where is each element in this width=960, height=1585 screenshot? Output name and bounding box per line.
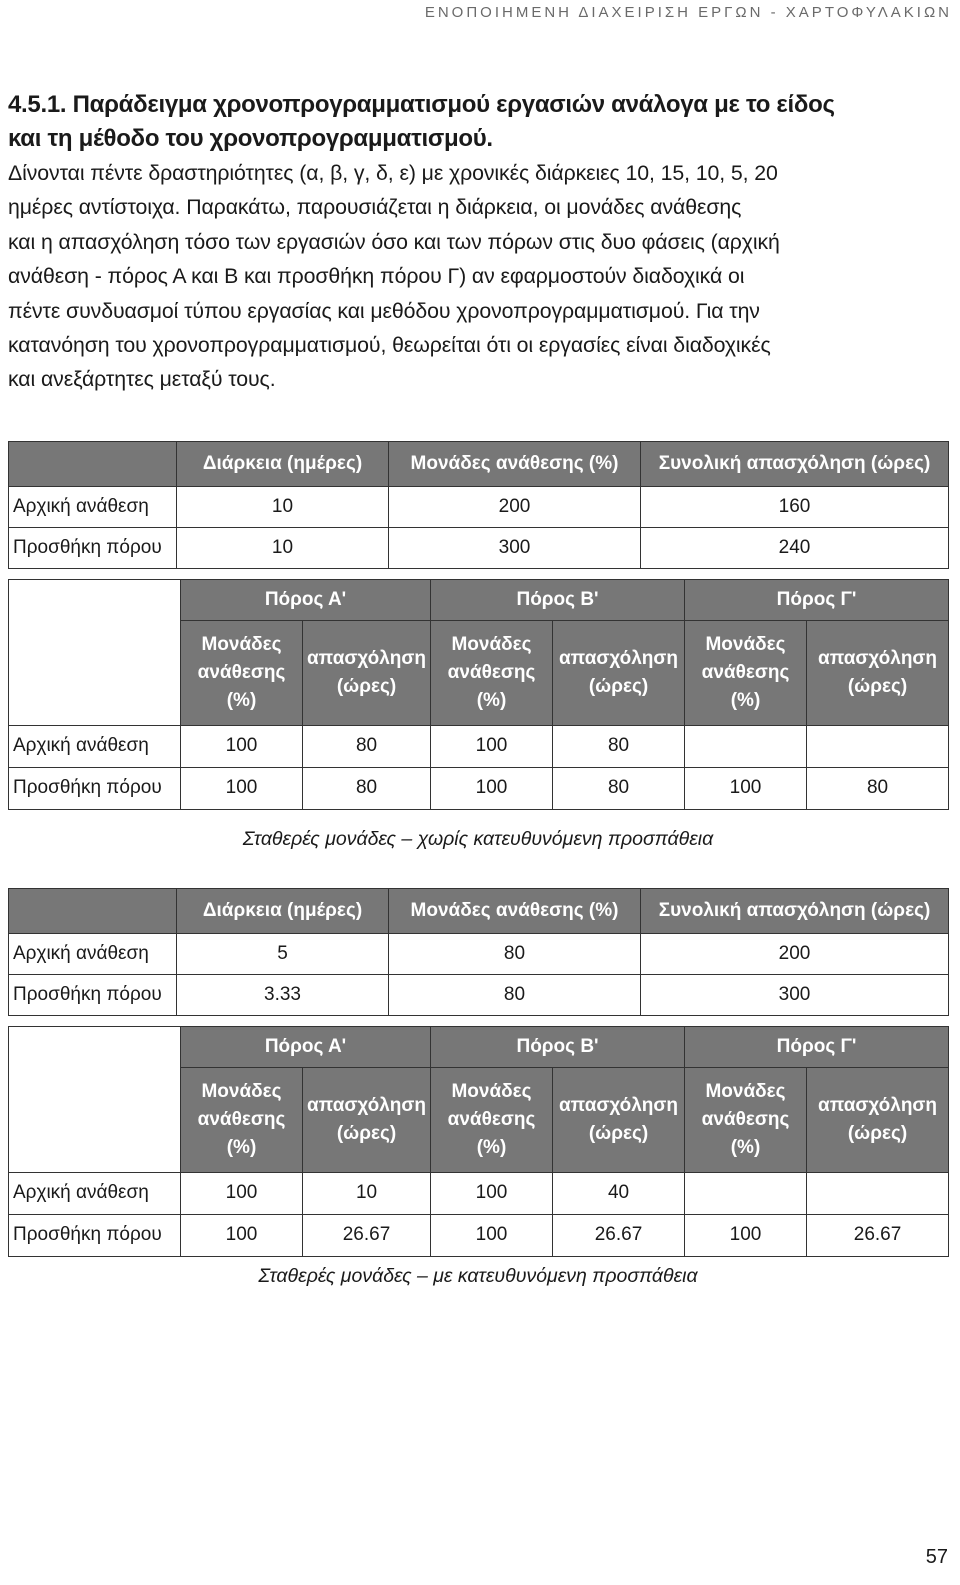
subheader-work: απασχόληση (ώρες) <box>303 1067 431 1172</box>
body-line: Δίνονται πέντε δραστηριότητες (α, β, γ, δ, ε) με χρονικές διάρκειες 10, 15, 10, 5, 20 <box>8 161 778 185</box>
cell-b-work: 40 <box>553 1172 685 1214</box>
cell-duration: 3.33 <box>177 974 389 1015</box>
example2-summary-table <box>8 888 949 1016</box>
example1-summary-table <box>8 441 949 569</box>
row-label-added: Προσθήκη πόρου <box>9 767 181 809</box>
cell-total-work: 240 <box>641 527 949 568</box>
subheader-units: Μονάδες ανάθεσης (%) <box>181 620 303 725</box>
header-resource-a: Πόρος Α' <box>181 579 431 620</box>
cell-units: 80 <box>389 933 641 974</box>
cell-b-work: 80 <box>553 767 685 809</box>
section-title-line-1: 4.5.1. Παράδειγμα χρονοπρογραμματισμού εργασιών ανάλογα με το είδος <box>8 91 835 118</box>
row-label-added: Προσθήκη πόρου <box>9 1214 181 1256</box>
cell-a-work: 26.67 <box>303 1214 431 1256</box>
table-row <box>9 1172 949 1214</box>
table-row <box>9 1214 949 1256</box>
cell-b-units: 100 <box>431 1214 553 1256</box>
cell-units: 80 <box>389 974 641 1015</box>
header-empty-cell <box>9 579 181 725</box>
cell-b-units: 100 <box>431 1172 553 1214</box>
header-resource-b: Πόρος Β' <box>431 579 685 620</box>
subheader-work: απασχόληση (ώρες) <box>553 1067 685 1172</box>
cell-a-work: 80 <box>303 725 431 767</box>
cell-c-units <box>685 725 807 767</box>
cell-b-work: 26.67 <box>553 1214 685 1256</box>
body-line: και ανεξάρτητες μεταξύ τους. <box>8 367 276 392</box>
cell-units: 200 <box>389 486 641 527</box>
running-header: ΕΝΟΠΟΙΗΜΕΝΗ ΔΙΑΧΕΙΡΙΣΗ ΕΡΓΩΝ - ΧΑΡΤΟΦΥΛΑΚΙΩΝ <box>424 4 952 21</box>
cell-total-work: 200 <box>641 933 949 974</box>
cell-c-work <box>807 725 949 767</box>
cell-b-work: 80 <box>553 725 685 767</box>
header-resource-b: Πόρος Β' <box>431 1026 685 1067</box>
subheader-units: Μονάδες ανάθεσης (%) <box>685 620 807 725</box>
subheader-units: Μονάδες ανάθεσης (%) <box>431 1067 553 1172</box>
subheader-units: Μονάδες ανάθεσης (%) <box>181 1067 303 1172</box>
table-row <box>9 486 949 527</box>
header-units: Μονάδες ανάθεσης (%) <box>389 888 641 933</box>
table-row <box>9 725 949 767</box>
cell-duration: 10 <box>177 486 389 527</box>
row-label-added: Προσθήκη πόρου <box>9 974 177 1015</box>
table-row <box>9 527 949 568</box>
table-row <box>9 974 949 1015</box>
subheader-work: απασχόληση (ώρες) <box>807 1067 949 1172</box>
cell-duration: 5 <box>177 933 389 974</box>
cell-a-work: 10 <box>303 1172 431 1214</box>
header-resource-c: Πόρος Γ' <box>685 579 949 620</box>
cell-duration: 10 <box>177 527 389 568</box>
cell-total-work: 160 <box>641 486 949 527</box>
cell-total-work: 300 <box>641 974 949 1015</box>
body-paragraph <box>8 156 948 397</box>
cell-b-units: 100 <box>431 725 553 767</box>
row-label-initial: Αρχική ανάθεση <box>9 486 177 527</box>
table-row <box>9 933 949 974</box>
page-content <box>8 88 948 1288</box>
subheader-work: απασχόληση (ώρες) <box>553 620 685 725</box>
cell-c-work: 26.67 <box>807 1214 949 1256</box>
cell-c-units: 100 <box>685 767 807 809</box>
body-line: και η απασχόληση τόσο των εργασιών όσο και των πόρων στις δυο φάσεις (αρχική <box>8 229 780 254</box>
subheader-units: Μονάδες ανάθεσης (%) <box>431 620 553 725</box>
subheader-work: απασχόληση (ώρες) <box>303 620 431 725</box>
page-number: 57 <box>925 1546 948 1568</box>
row-label-initial: Αρχική ανάθεση <box>9 725 181 767</box>
header-resource-c: Πόρος Γ' <box>685 1026 949 1067</box>
body-line: πέντε συνδυασμοί τύπου εργασίας και μεθόδου χρονοπρογραμματισμού. Για την <box>8 298 760 323</box>
header-empty-cell <box>9 1026 181 1172</box>
cell-c-work <box>807 1172 949 1214</box>
header-resource-a: Πόρος Α' <box>181 1026 431 1067</box>
table-row <box>9 767 949 809</box>
table-caption: Σταθερές μονάδες – με κατευθυνόμενη προσπάθεια <box>258 1264 698 1287</box>
cell-c-units <box>685 1172 807 1214</box>
cell-units: 300 <box>389 527 641 568</box>
body-line: ημέρες αντίστοιχα. Παρακάτω, παρουσιάζεται η διάρκεια, οι μονάδες ανάθεσης <box>8 195 742 220</box>
header-total-work: Συνολική απασχόληση (ώρες) <box>641 441 949 486</box>
cell-c-work: 80 <box>807 767 949 809</box>
section-title-line-2: και τη μέθοδο του χρονοπρογραμματισμού. <box>8 125 493 152</box>
header-duration: Διάρκεια (ημέρες) <box>177 888 389 933</box>
row-label-added: Προσθήκη πόρου <box>9 527 177 568</box>
header-duration: Διάρκεια (ημέρες) <box>177 441 389 486</box>
body-line: ανάθεση - πόρος Α και Β και προσθήκη πόρου Γ) αν εφαρμοστούν διαδοχικά οι <box>8 264 745 289</box>
cell-a-units: 100 <box>181 767 303 809</box>
example2-resource-table <box>8 1026 949 1257</box>
cell-a-units: 100 <box>181 725 303 767</box>
table-caption: Σταθερές μονάδες – χωρίς κατευθυνόμενη προσπάθεια <box>242 827 714 850</box>
header-empty-cell <box>9 441 177 486</box>
subheader-work: απασχόληση (ώρες) <box>807 620 949 725</box>
cell-a-units: 100 <box>181 1214 303 1256</box>
header-empty-cell <box>9 888 177 933</box>
cell-b-units: 100 <box>431 767 553 809</box>
row-label-initial: Αρχική ανάθεση <box>9 933 177 974</box>
cell-c-units: 100 <box>685 1214 807 1256</box>
cell-a-units: 100 <box>181 1172 303 1214</box>
header-units: Μονάδες ανάθεσης (%) <box>389 441 641 486</box>
subheader-units: Μονάδες ανάθεσης (%) <box>685 1067 807 1172</box>
body-line: κατανόηση του χρονοπρογραμματισμού, θεωρείται ότι οι εργασίες είναι διαδοχικές <box>8 333 771 358</box>
section-title <box>8 88 948 156</box>
row-label-initial: Αρχική ανάθεση <box>9 1172 181 1214</box>
example1-resource-table <box>8 579 949 810</box>
cell-a-work: 80 <box>303 767 431 809</box>
header-total-work: Συνολική απασχόληση (ώρες) <box>641 888 949 933</box>
